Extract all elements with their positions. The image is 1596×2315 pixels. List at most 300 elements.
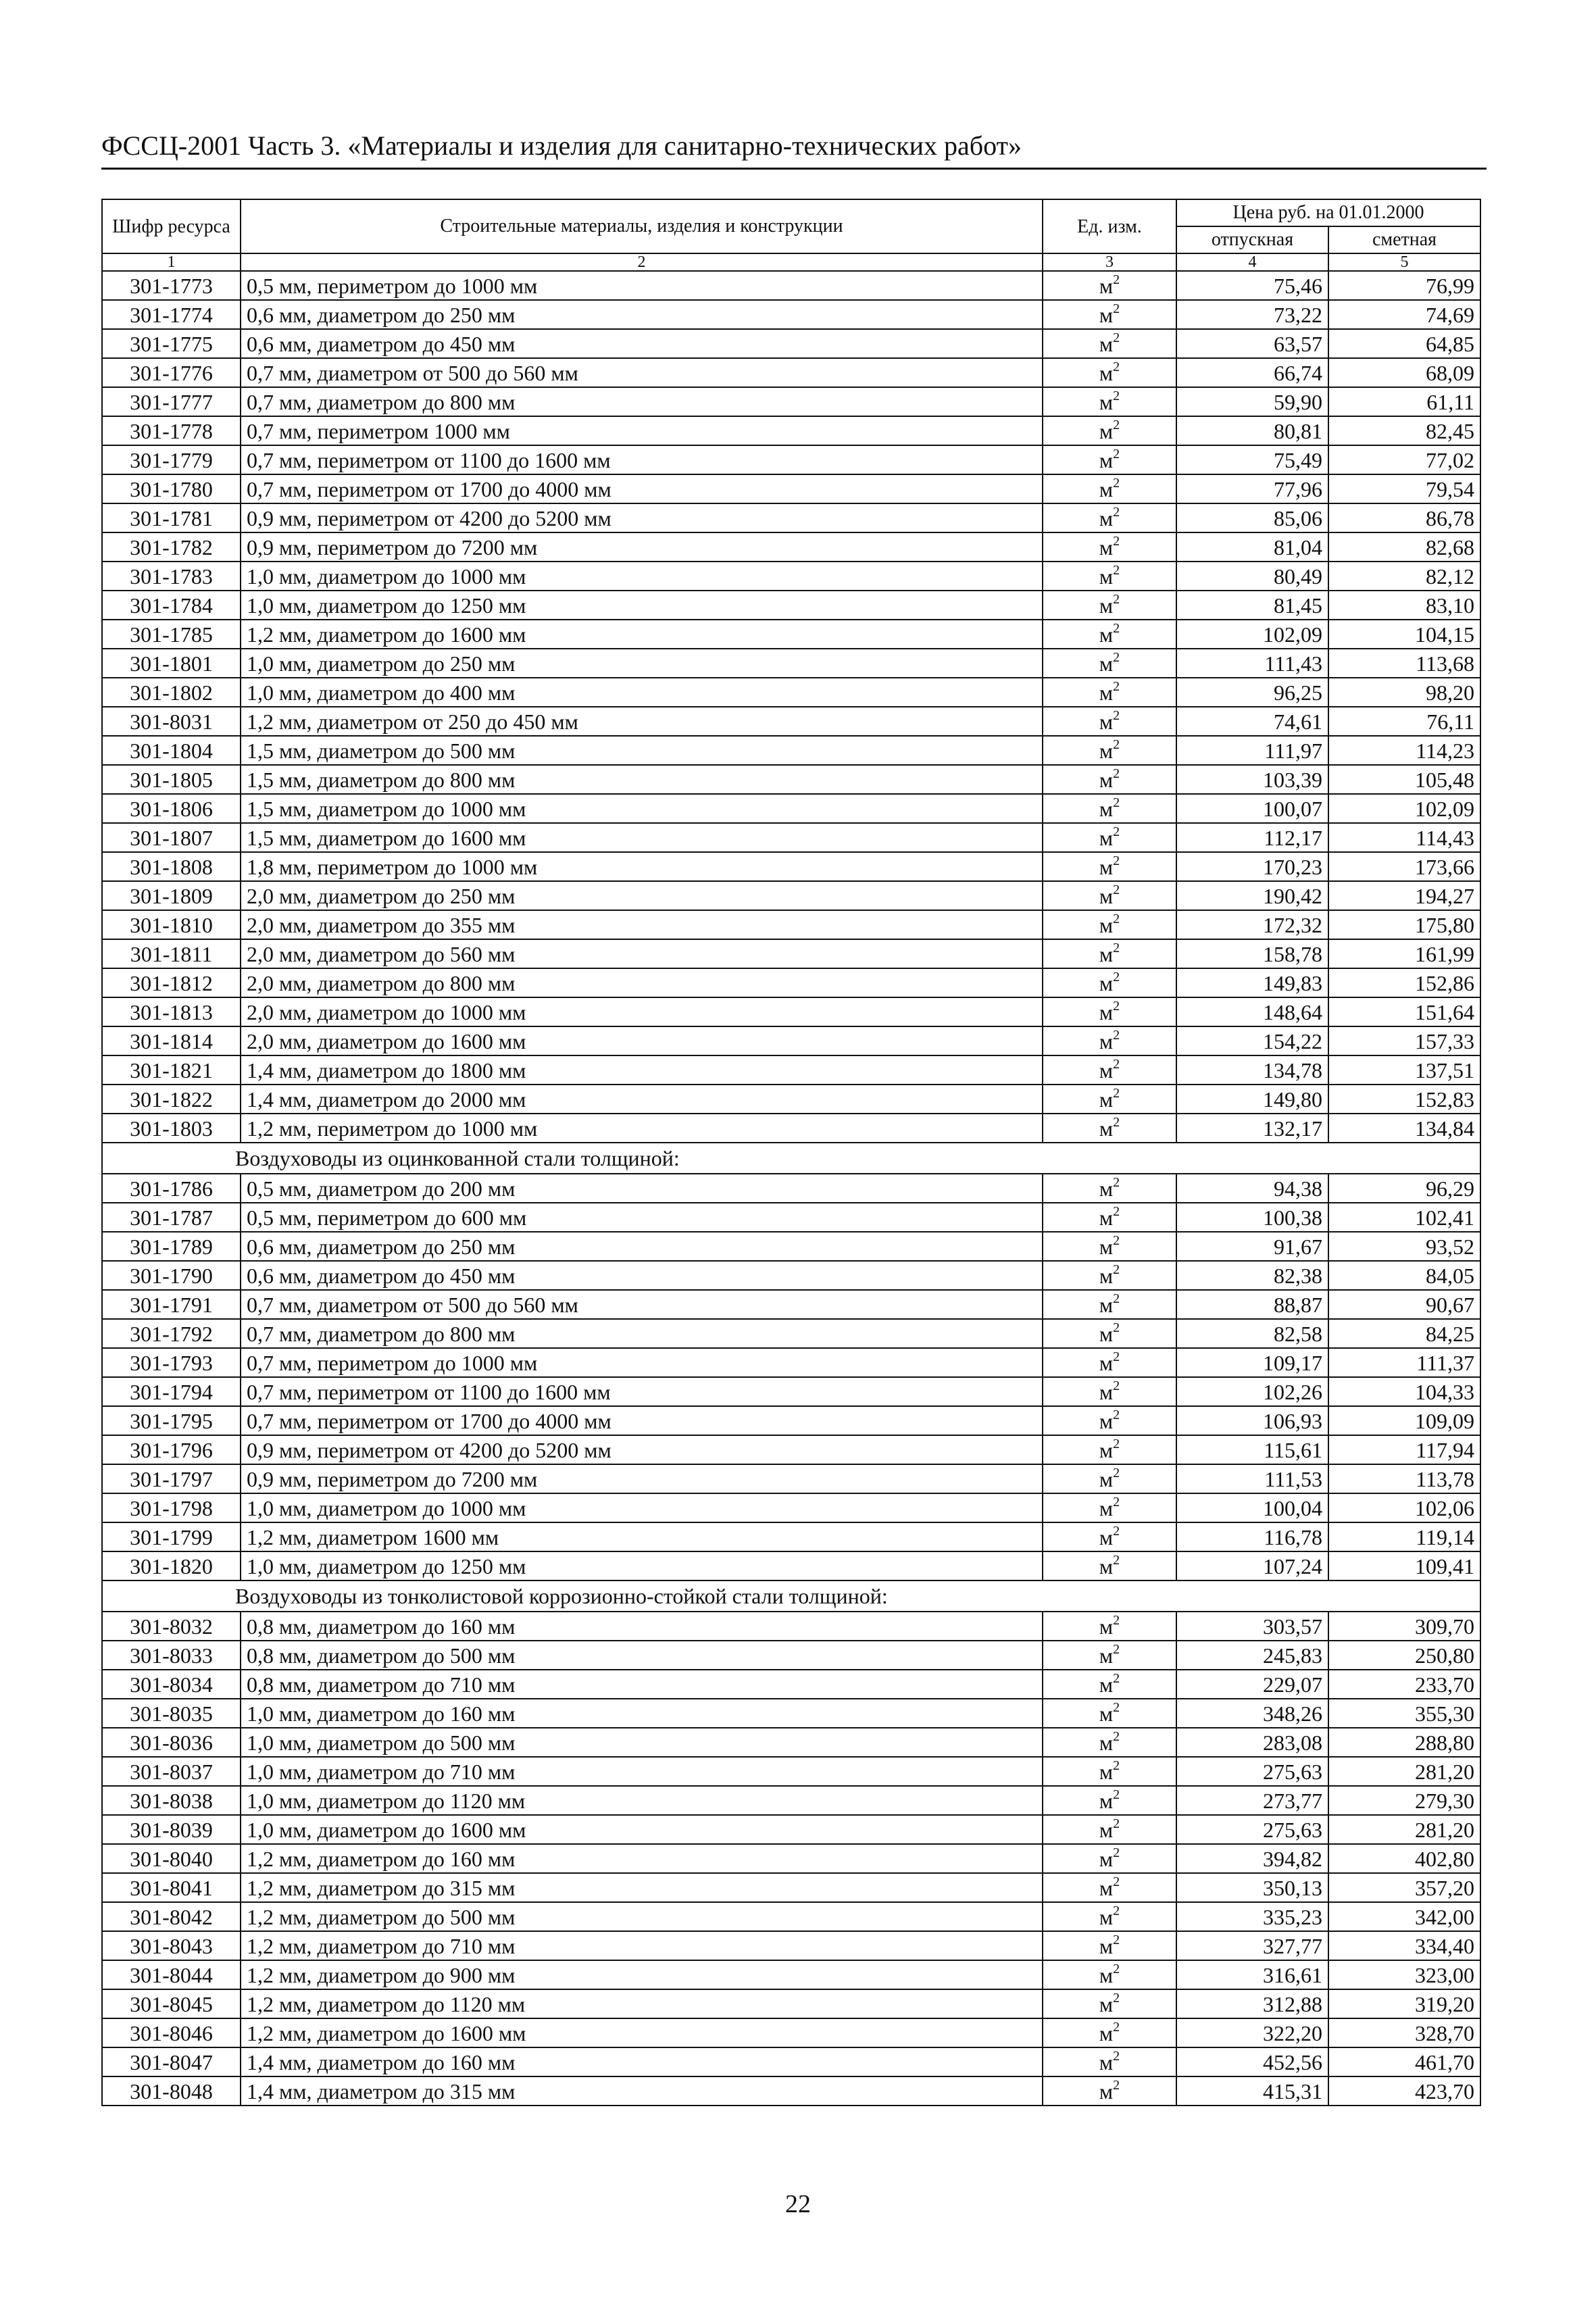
unit-power: 2	[1113, 359, 1120, 374]
estimate-price-cell: 194,27	[1328, 881, 1480, 910]
release-price-cell: 111,53	[1176, 1464, 1328, 1493]
resource-code-cell: 301-1799	[102, 1522, 241, 1551]
resource-code-cell: 301-1779	[102, 445, 241, 474]
release-price-cell: 394,82	[1176, 1844, 1328, 1873]
unit-power: 2	[1113, 1699, 1120, 1715]
resource-code-cell: 301-1797	[102, 1464, 241, 1493]
release-price-cell: 172,32	[1176, 910, 1328, 939]
description-cell: 0,9 мм, периметром до 7200 мм	[241, 1464, 1043, 1493]
release-price-cell: 100,38	[1176, 1203, 1328, 1232]
page-title: ФССЦ-2001 Часть 3. «Материалы и изделия для санитарно-технических работ»	[101, 130, 1022, 161]
description-cell: 1,4 мм, диаметром до 315 мм	[241, 2076, 1043, 2106]
unit-cell	[1043, 939, 1176, 968]
description-cell: 0,7 мм, периметром от 1100 до 1600 мм	[241, 1377, 1043, 1406]
description-cell: 1,0 мм, диаметром до 1250 мм	[241, 1551, 1043, 1580]
resource-code-cell: 301-1796	[102, 1435, 241, 1464]
table-row	[102, 1641, 1480, 1670]
description-cell: 1,2 мм, диаметром до 900 мм	[241, 1960, 1043, 1989]
unit-cell	[1043, 1931, 1176, 1960]
table-row	[102, 939, 1480, 968]
release-price-cell: 59,90	[1176, 387, 1328, 416]
estimate-price-cell: 82,45	[1328, 416, 1480, 445]
unit-cell	[1043, 1406, 1176, 1435]
resource-code-cell: 301-1774	[102, 300, 241, 329]
table-row	[102, 1232, 1480, 1261]
resource-code-cell: 301-8036	[102, 1728, 241, 1757]
unit-symbol: м	[1099, 534, 1114, 559]
unit-cell	[1043, 823, 1176, 852]
description-cell: 0,8 мм, диаметром до 500 мм	[241, 1641, 1043, 1670]
section-row	[102, 1143, 1480, 1174]
unit-symbol: м	[1099, 1057, 1114, 1082]
release-price-cell: 75,49	[1176, 445, 1328, 474]
unit-power: 2	[1113, 1728, 1120, 1744]
unit-cell	[1043, 562, 1176, 591]
unit-symbol: м	[1099, 1234, 1114, 1259]
table-row	[102, 1931, 1480, 1960]
unit-symbol: м	[1099, 1263, 1114, 1288]
table-row	[102, 968, 1480, 997]
description-cell: 0,5 мм, диаметром до 200 мм	[241, 1174, 1043, 1203]
table-row	[102, 474, 1480, 503]
release-price-cell: 190,42	[1176, 881, 1328, 910]
unit-cell	[1043, 1114, 1176, 1143]
release-price-cell: 103,39	[1176, 765, 1328, 794]
release-price-cell: 322,20	[1176, 2018, 1328, 2047]
unit-cell	[1043, 1055, 1176, 1085]
unit-power: 2	[1113, 824, 1120, 839]
unit-cell	[1043, 881, 1176, 910]
unit-power: 2	[1113, 562, 1120, 578]
table-row	[102, 1319, 1480, 1348]
estimate-price-cell: 102,41	[1328, 1203, 1480, 1232]
unit-cell	[1043, 852, 1176, 881]
estimate-price-cell: 157,33	[1328, 1026, 1480, 1055]
release-price-cell: 275,63	[1176, 1757, 1328, 1786]
col-header-unit: Ед. изм.	[1043, 199, 1176, 253]
unit-symbol: м	[1099, 1176, 1114, 1201]
table-row	[102, 1960, 1480, 1989]
unit-symbol: м	[1099, 622, 1114, 647]
description-cell: 0,7 мм, диаметром от 500 до 560 мм	[241, 358, 1043, 387]
release-price-cell: 148,64	[1176, 997, 1328, 1026]
table-row	[102, 1085, 1480, 1114]
unit-cell	[1043, 358, 1176, 387]
unit-symbol: м	[1099, 302, 1114, 327]
estimate-price-cell: 233,70	[1328, 1670, 1480, 1699]
resource-code-cell: 301-8047	[102, 2047, 241, 2076]
release-price-cell: 80,81	[1176, 416, 1328, 445]
unit-cell	[1043, 1902, 1176, 1931]
unit-symbol: м	[1099, 1292, 1114, 1317]
unit-cell	[1043, 910, 1176, 939]
estimate-price-cell: 86,78	[1328, 503, 1480, 532]
unit-cell	[1043, 474, 1176, 503]
release-price-cell: 348,26	[1176, 1699, 1328, 1728]
estimate-price-cell: 119,14	[1328, 1522, 1480, 1551]
unit-cell	[1043, 1522, 1176, 1551]
description-cell: 1,2 мм, диаметром до 500 мм	[241, 1902, 1043, 1931]
unit-cell	[1043, 1203, 1176, 1232]
section-row	[102, 1580, 1480, 1612]
release-price-cell: 81,04	[1176, 532, 1328, 562]
resource-code-cell: 301-1807	[102, 823, 241, 852]
unit-power: 2	[1113, 1262, 1120, 1277]
description-cell: 1,5 мм, диаметром до 500 мм	[241, 736, 1043, 765]
estimate-price-cell: 323,00	[1328, 1960, 1480, 1989]
table-row	[102, 997, 1480, 1026]
resource-code-cell: 301-1795	[102, 1406, 241, 1435]
section-heading: Воздуховоды из оцинкованной стали толщиной:	[102, 1143, 1480, 1174]
table-row	[102, 1873, 1480, 1902]
estimate-price-cell: 281,20	[1328, 1757, 1480, 1786]
unit-power: 2	[1113, 1494, 1120, 1510]
release-price-cell: 85,06	[1176, 503, 1328, 532]
release-price-cell: 75,46	[1176, 271, 1328, 300]
description-cell: 1,2 мм, диаметром до 710 мм	[241, 1931, 1043, 1960]
unit-power: 2	[1113, 1874, 1120, 1889]
description-cell: 0,6 мм, диаметром до 250 мм	[241, 300, 1043, 329]
table-row	[102, 1435, 1480, 1464]
unit-cell	[1043, 1085, 1176, 1114]
estimate-price-cell: 105,48	[1328, 765, 1480, 794]
unit-cell	[1043, 300, 1176, 329]
release-price-cell: 81,45	[1176, 591, 1328, 620]
unit-symbol: м	[1099, 447, 1114, 472]
description-cell: 0,9 мм, периметром от 4200 до 5200 мм	[241, 503, 1043, 532]
table-row	[102, 881, 1480, 910]
description-cell: 1,2 мм, диаметром 1600 мм	[241, 1522, 1043, 1551]
unit-symbol: м	[1099, 2049, 1114, 2074]
description-cell: 1,2 мм, диаметром до 1600 мм	[241, 620, 1043, 649]
release-price-cell: 88,87	[1176, 1290, 1328, 1319]
unit-cell	[1043, 1960, 1176, 1989]
resource-code-cell: 301-1778	[102, 416, 241, 445]
release-price-cell: 134,78	[1176, 1055, 1328, 1085]
table-row	[102, 1290, 1480, 1319]
unit-cell	[1043, 1670, 1176, 1699]
table-row	[102, 1377, 1480, 1406]
resource-code-cell: 301-8043	[102, 1931, 241, 1960]
table-row	[102, 620, 1480, 649]
estimate-price-cell: 82,68	[1328, 532, 1480, 562]
unit-symbol: м	[1099, 883, 1114, 908]
unit-symbol: м	[1099, 1759, 1114, 1784]
table-row	[102, 1902, 1480, 1931]
estimate-price-cell: 161,99	[1328, 939, 1480, 968]
estimate-price-cell: 137,51	[1328, 1055, 1480, 1085]
description-cell: 1,4 мм, диаметром до 1800 мм	[241, 1055, 1043, 1085]
resource-code-cell: 301-1781	[102, 503, 241, 532]
unit-symbol: м	[1099, 331, 1114, 356]
unit-symbol: м	[1099, 2020, 1114, 2045]
col-header-code: Шифр ресурса	[102, 199, 241, 253]
resource-code-cell: 301-1808	[102, 852, 241, 881]
table-row	[102, 823, 1480, 852]
resource-code-cell: 301-8042	[102, 1902, 241, 1931]
table-row	[102, 1493, 1480, 1522]
description-cell: 1,4 мм, диаметром до 2000 мм	[241, 1085, 1043, 1114]
unit-power: 2	[1113, 504, 1120, 520]
description-cell: 1,5 мм, диаметром до 1600 мм	[241, 823, 1043, 852]
unit-cell	[1043, 649, 1176, 678]
unit-symbol: м	[1099, 709, 1114, 734]
estimate-price-cell: 173,66	[1328, 852, 1480, 881]
resource-code-cell: 301-1786	[102, 1174, 241, 1203]
release-price-cell: 132,17	[1176, 1114, 1328, 1143]
resource-code-cell: 301-1820	[102, 1551, 241, 1580]
unit-power: 2	[1113, 1407, 1120, 1422]
table-row	[102, 416, 1480, 445]
unit-symbol: м	[1099, 1466, 1114, 1491]
release-price-cell: 82,38	[1176, 1261, 1328, 1290]
description-cell: 1,4 мм, диаметром до 160 мм	[241, 2047, 1043, 2076]
table-row	[102, 765, 1480, 794]
unit-symbol: м	[1099, 2078, 1114, 2104]
release-price-cell: 91,67	[1176, 1232, 1328, 1261]
estimate-price-cell: 328,70	[1328, 2018, 1480, 2047]
description-cell: 1,0 мм, диаметром до 400 мм	[241, 678, 1043, 707]
table-row	[102, 910, 1480, 939]
estimate-price-cell: 102,09	[1328, 794, 1480, 823]
estimate-price-cell: 175,80	[1328, 910, 1480, 939]
table-row	[102, 794, 1480, 823]
description-cell: 1,2 мм, диаметром до 1120 мм	[241, 1989, 1043, 2018]
description-cell: 1,5 мм, диаметром до 800 мм	[241, 765, 1043, 794]
release-price-cell: 229,07	[1176, 1670, 1328, 1699]
resource-code-cell: 301-8044	[102, 1960, 241, 1989]
description-cell: 1,0 мм, диаметром до 1000 мм	[241, 562, 1043, 591]
release-price-cell: 154,22	[1176, 1026, 1328, 1055]
table-row	[102, 1026, 1480, 1055]
unit-power: 2	[1113, 1465, 1120, 1480]
unit-cell	[1043, 1232, 1176, 1261]
description-cell: 0,5 мм, периметром до 1000 мм	[241, 271, 1043, 300]
description-cell: 1,0 мм, диаметром до 160 мм	[241, 1699, 1043, 1728]
unit-cell	[1043, 997, 1176, 1026]
estimate-price-cell: 83,10	[1328, 591, 1480, 620]
table-row	[102, 532, 1480, 562]
description-cell: 0,9 мм, периметром до 7200 мм	[241, 532, 1043, 562]
col-header-name: Строительные материалы, изделия и конструкции	[241, 199, 1043, 253]
col-number: 4	[1176, 253, 1328, 271]
resource-code-cell: 301-1806	[102, 794, 241, 823]
unit-power: 2	[1113, 1641, 1120, 1657]
unit-power: 2	[1113, 2077, 1120, 2093]
resource-code-cell: 301-8040	[102, 1844, 241, 1873]
estimate-price-cell: 423,70	[1328, 2076, 1480, 2106]
table-row	[102, 852, 1480, 881]
unit-symbol: м	[1099, 1643, 1114, 1668]
resource-code-cell: 301-8039	[102, 1815, 241, 1844]
table-row	[102, 736, 1480, 765]
table-row	[102, 1261, 1480, 1290]
resource-code-cell: 301-1802	[102, 678, 241, 707]
unit-power: 2	[1113, 591, 1120, 607]
release-price-cell: 107,24	[1176, 1551, 1328, 1580]
estimate-price-cell: 74,69	[1328, 300, 1480, 329]
unit-cell	[1043, 1728, 1176, 1757]
unit-symbol: м	[1099, 273, 1114, 298]
unit-power: 2	[1113, 1816, 1120, 1831]
release-price-cell: 415,31	[1176, 2076, 1328, 2106]
unit-cell	[1043, 2047, 1176, 2076]
description-cell: 1,5 мм, диаметром до 1000 мм	[241, 794, 1043, 823]
table-row	[102, 1522, 1480, 1551]
estimate-price-cell: 76,99	[1328, 271, 1480, 300]
resource-code-cell: 301-1811	[102, 939, 241, 968]
resource-code-cell: 301-8034	[102, 1670, 241, 1699]
unit-cell	[1043, 1290, 1176, 1319]
unit-power: 2	[1113, 882, 1120, 897]
estimate-price-cell: 357,20	[1328, 1873, 1480, 1902]
table-row	[102, 300, 1480, 329]
unit-power: 2	[1113, 1114, 1120, 1130]
unit-power: 2	[1113, 649, 1120, 665]
unit-symbol: м	[1099, 1788, 1114, 1813]
unit-power: 2	[1113, 1990, 1120, 2006]
table-row	[102, 1348, 1480, 1377]
release-price-cell: 245,83	[1176, 1641, 1328, 1670]
description-cell: 1,2 мм, периметром до 1000 мм	[241, 1114, 1043, 1143]
unit-power: 2	[1113, 1845, 1120, 1860]
resource-code-cell: 301-1809	[102, 881, 241, 910]
unit-symbol: м	[1099, 1408, 1114, 1433]
release-price-cell: 149,83	[1176, 968, 1328, 997]
release-price-cell: 170,23	[1176, 852, 1328, 881]
description-cell: 2,0 мм, диаметром до 250 мм	[241, 881, 1043, 910]
estimate-price-cell: 79,54	[1328, 474, 1480, 503]
resource-code-cell: 301-1810	[102, 910, 241, 939]
resource-code-cell: 301-1813	[102, 997, 241, 1026]
estimate-price-cell: 102,06	[1328, 1493, 1480, 1522]
release-price-cell: 335,23	[1176, 1902, 1328, 1931]
resource-code-cell: 301-8037	[102, 1757, 241, 1786]
unit-power: 2	[1113, 1174, 1120, 1190]
unit-symbol: м	[1099, 564, 1114, 589]
table-row	[102, 1406, 1480, 1435]
resource-code-cell: 301-1790	[102, 1261, 241, 1290]
release-price-cell: 100,07	[1176, 794, 1328, 823]
estimate-price-cell: 134,84	[1328, 1114, 1480, 1143]
description-cell: 1,0 мм, диаметром до 250 мм	[241, 649, 1043, 678]
unit-cell	[1043, 532, 1176, 562]
resource-code-cell: 301-1793	[102, 1348, 241, 1377]
resource-code-cell: 301-1804	[102, 736, 241, 765]
estimate-price-cell: 152,83	[1328, 1085, 1480, 1114]
unit-symbol: м	[1099, 1553, 1114, 1578]
table-row	[102, 271, 1480, 300]
unit-symbol: м	[1099, 854, 1114, 879]
unit-power: 2	[1113, 1291, 1120, 1306]
estimate-price-cell: 93,52	[1328, 1232, 1480, 1261]
unit-symbol: м	[1099, 1817, 1114, 1842]
unit-power: 2	[1113, 620, 1120, 636]
release-price-cell: 283,08	[1176, 1728, 1328, 1757]
unit-cell	[1043, 445, 1176, 474]
unit-cell	[1043, 736, 1176, 765]
unit-cell	[1043, 1641, 1176, 1670]
resource-code-cell: 301-1805	[102, 765, 241, 794]
release-price-cell: 106,93	[1176, 1406, 1328, 1435]
release-price-cell: 275,63	[1176, 1815, 1328, 1844]
description-cell: 1,2 мм, диаметром от 250 до 450 мм	[241, 707, 1043, 736]
table-row	[102, 387, 1480, 416]
estimate-price-cell: 355,30	[1328, 1699, 1480, 1728]
resource-code-cell: 301-1783	[102, 562, 241, 591]
unit-cell	[1043, 1757, 1176, 1786]
unit-cell	[1043, 1612, 1176, 1641]
estimate-price-cell: 288,80	[1328, 1728, 1480, 1757]
estimate-price-cell: 84,25	[1328, 1319, 1480, 1348]
release-price-cell: 111,97	[1176, 736, 1328, 765]
estimate-price-cell: 334,40	[1328, 1931, 1480, 1960]
unit-symbol: м	[1099, 1672, 1114, 1697]
release-price-cell: 115,61	[1176, 1435, 1328, 1464]
table-row	[102, 445, 1480, 474]
resource-code-cell: 301-1773	[102, 271, 241, 300]
unit-power: 2	[1113, 1961, 1120, 1976]
table-row	[102, 1174, 1480, 1203]
description-cell: 0,7 мм, диаметром от 500 до 560 мм	[241, 1290, 1043, 1319]
unit-cell	[1043, 794, 1176, 823]
estimate-price-cell: 281,20	[1328, 1815, 1480, 1844]
unit-symbol: м	[1099, 593, 1114, 618]
table-row	[102, 1203, 1480, 1232]
table-row	[102, 2047, 1480, 2076]
unit-cell	[1043, 678, 1176, 707]
release-price-cell: 303,57	[1176, 1612, 1328, 1641]
description-cell: 2,0 мм, диаметром до 560 мм	[241, 939, 1043, 968]
description-cell: 1,8 мм, периметром до 1000 мм	[241, 852, 1043, 881]
unit-cell	[1043, 387, 1176, 416]
col-number: 2	[241, 253, 1043, 271]
estimate-price-cell: 113,68	[1328, 649, 1480, 678]
unit-power: 2	[1113, 911, 1120, 926]
estimate-price-cell: 309,70	[1328, 1612, 1480, 1641]
unit-symbol: м	[1099, 1495, 1114, 1520]
description-cell: 1,0 мм, диаметром до 1600 мм	[241, 1815, 1043, 1844]
unit-cell	[1043, 1377, 1176, 1406]
unit-power: 2	[1113, 678, 1120, 694]
release-price-cell: 273,77	[1176, 1786, 1328, 1815]
unit-symbol: м	[1099, 912, 1114, 937]
unit-symbol: м	[1099, 1087, 1114, 1112]
release-price-cell: 109,17	[1176, 1348, 1328, 1377]
unit-power: 2	[1113, 1378, 1120, 1393]
unit-cell	[1043, 707, 1176, 736]
unit-symbol: м	[1099, 941, 1114, 966]
table-row	[102, 591, 1480, 620]
col-number: 1	[102, 253, 241, 271]
table-row	[102, 562, 1480, 591]
resource-code-cell: 301-8035	[102, 1699, 241, 1728]
table-row	[102, 2018, 1480, 2047]
unit-symbol: м	[1099, 680, 1114, 705]
unit-power: 2	[1113, 272, 1120, 287]
estimate-price-cell: 461,70	[1328, 2047, 1480, 2076]
estimate-price-cell: 250,80	[1328, 1641, 1480, 1670]
estimate-price-cell: 151,64	[1328, 997, 1480, 1026]
unit-power: 2	[1113, 533, 1120, 549]
description-cell: 1,2 мм, диаметром до 315 мм	[241, 1873, 1043, 1902]
unit-cell	[1043, 2076, 1176, 2106]
unit-symbol: м	[1099, 1875, 1114, 1900]
unit-cell	[1043, 620, 1176, 649]
col-header-release: отпускная	[1176, 226, 1328, 253]
unit-symbol: м	[1099, 825, 1114, 850]
table-row	[102, 1786, 1480, 1815]
